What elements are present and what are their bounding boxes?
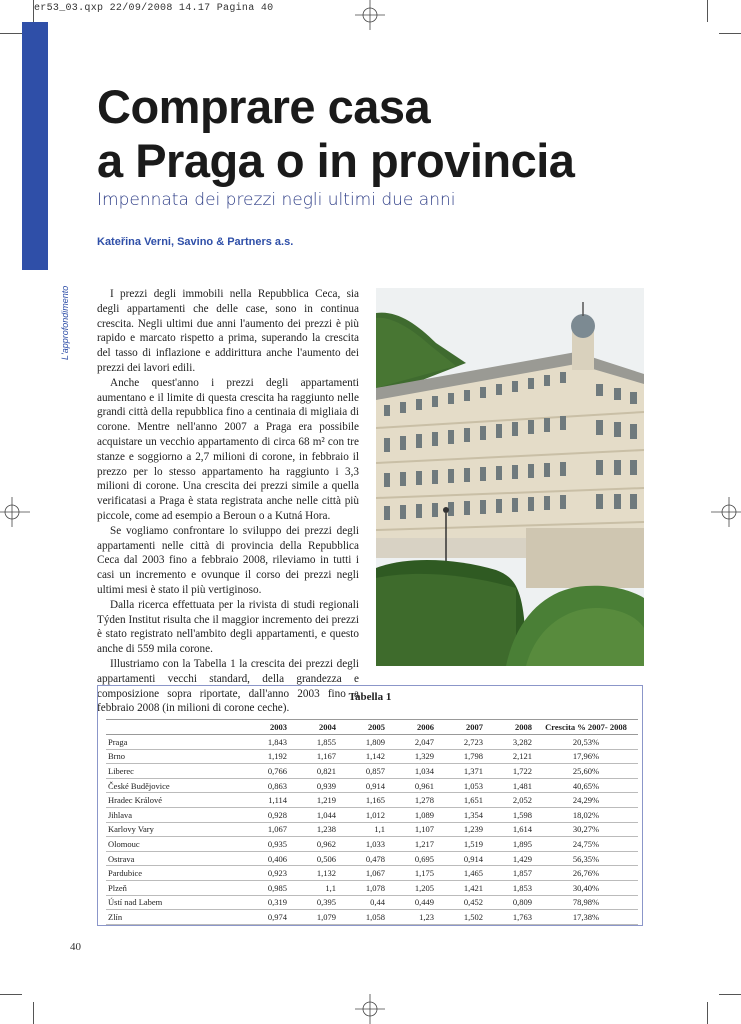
table-cell: 1,044	[289, 807, 338, 822]
city-cell: Zlín	[106, 910, 240, 925]
title-line-2: a Praga o in provincia	[97, 134, 575, 187]
table-cell: 1,165	[338, 793, 387, 808]
table-cell: 1,809	[338, 735, 387, 750]
table-cell: 0,44	[338, 895, 387, 910]
table-cell: 0,452	[436, 895, 485, 910]
table-cell: 0,914	[436, 851, 485, 866]
crop-mark-bottom-right-h	[719, 994, 741, 995]
table-cell: 1,614	[485, 822, 534, 837]
table-cell: 0,974	[240, 910, 289, 925]
city-cell: Praga	[106, 735, 240, 750]
registration-mark-right-icon	[711, 497, 741, 527]
city-cell: Jihlava	[106, 807, 240, 822]
table-cell: 0,914	[338, 778, 387, 793]
city-cell: Brno	[106, 749, 240, 764]
city-cell: Olomouc	[106, 837, 240, 852]
table-cell: 0,928	[240, 807, 289, 822]
column-header: 2003	[240, 720, 289, 735]
table-cell: 1,033	[338, 837, 387, 852]
table-cell: 1,798	[436, 749, 485, 764]
column-header	[106, 720, 240, 735]
table-cell: 1,895	[485, 837, 534, 852]
crop-mark-top-right-h	[719, 33, 741, 34]
table-cell: 1,079	[289, 910, 338, 925]
table-cell: 1,857	[485, 866, 534, 881]
crop-mark-top-left-v	[33, 0, 34, 22]
table-cell: 0,935	[240, 837, 289, 852]
table-cell: 1,142	[338, 749, 387, 764]
table-row	[106, 735, 638, 750]
column-header: 2006	[387, 720, 436, 735]
article-subtitle: Impennata dei prezzi negli ultimi due anni	[97, 190, 456, 210]
table-cell: 0,406	[240, 851, 289, 866]
paragraph: Illustriamo con la Tabella 1 la crescita dei prezzi degli appartamenti vecchi standard, della grandezza e composizione sopra riportate, dall'anno 2003 fino a febbraio 2008 (in milioni di corone ceche).	[97, 657, 359, 715]
paragraph: Dalla ricerca effettuata per la rivista di studi regionali Týden Institut risulta che il maggior incremento dei prezzi è stato registrato nell'ambito degli appartamenti, e questo anche di 559 mila corone.	[97, 598, 359, 656]
table-cell: 1,058	[338, 910, 387, 925]
page-number: 40	[70, 941, 81, 953]
price-table	[106, 719, 638, 925]
table-body	[106, 735, 638, 925]
table-cell: 24,75%	[534, 837, 638, 852]
table-cell: 1,855	[289, 735, 338, 750]
crop-mark-bottom-left-v	[33, 1002, 34, 1024]
table-cell: 1,034	[387, 764, 436, 779]
table-cell: 1,763	[485, 910, 534, 925]
table-cell: 1,651	[436, 793, 485, 808]
table-cell: 1,053	[436, 778, 485, 793]
city-cell: Ostrava	[106, 851, 240, 866]
table-row	[106, 764, 638, 779]
title-line-1: Comprare casa	[97, 80, 431, 133]
table-title: Tabella 1	[348, 691, 392, 703]
table-cell: 0,319	[240, 895, 289, 910]
city-cell: Ústí nad Labem	[106, 895, 240, 910]
column-header: 2004	[289, 720, 338, 735]
table-cell: 1,089	[387, 807, 436, 822]
city-cell: Karlovy Vary	[106, 822, 240, 837]
table-cell: 1,329	[387, 749, 436, 764]
table-cell: 1,107	[387, 822, 436, 837]
column-header: 2007	[436, 720, 485, 735]
table-row	[106, 895, 638, 910]
registration-mark-left-icon	[0, 497, 30, 527]
table-cell: 1,853	[485, 880, 534, 895]
city-cell: České Budějovice	[106, 778, 240, 793]
table-cell: 0,821	[289, 764, 338, 779]
table-cell: 0,985	[240, 880, 289, 895]
table-cell: 17,96%	[534, 749, 638, 764]
crop-mark-bottom-right-v	[707, 1002, 708, 1024]
table-cell: 1,722	[485, 764, 534, 779]
table-row	[106, 793, 638, 808]
table-cell: 30,40%	[534, 880, 638, 895]
city-cell: Plzeň	[106, 880, 240, 895]
table-cell: 2,052	[485, 793, 534, 808]
table-cell: 1,078	[338, 880, 387, 895]
table-cell: 0,962	[289, 837, 338, 852]
table-cell: 0,695	[387, 851, 436, 866]
table-cell: 0,939	[289, 778, 338, 793]
table-cell: 1,481	[485, 778, 534, 793]
table-cell: 2,121	[485, 749, 534, 764]
table-cell: 0,809	[485, 895, 534, 910]
table-cell: 1,354	[436, 807, 485, 822]
table-cell: 1,219	[289, 793, 338, 808]
table-cell: 1,1	[289, 880, 338, 895]
table-cell: 26,76%	[534, 866, 638, 881]
table-cell: 1,217	[387, 837, 436, 852]
crop-mark-bottom-left-h	[0, 994, 22, 995]
table-cell: 0,506	[289, 851, 338, 866]
table-row	[106, 807, 638, 822]
table-cell: 0,923	[240, 866, 289, 881]
table-header-row	[106, 720, 638, 735]
table-row	[106, 778, 638, 793]
table-cell: 20,53%	[534, 735, 638, 750]
city-cell: Liberec	[106, 764, 240, 779]
table-cell: 1,23	[387, 910, 436, 925]
table-cell: 1,132	[289, 866, 338, 881]
price-table-box	[97, 685, 643, 926]
registration-mark-bottom-icon	[355, 994, 385, 1024]
table-cell: 1,192	[240, 749, 289, 764]
table-cell: 1,205	[387, 880, 436, 895]
table-row	[106, 910, 638, 925]
table-cell: 1,1	[338, 822, 387, 837]
table-cell: 1,465	[436, 866, 485, 881]
crop-mark-top-right-v	[707, 0, 708, 22]
table-cell: 56,35%	[534, 851, 638, 866]
table-cell: 1,114	[240, 793, 289, 808]
table-cell: 1,067	[240, 822, 289, 837]
table-cell: 25,60%	[534, 764, 638, 779]
table-cell: 1,175	[387, 866, 436, 881]
table-cell: 0,961	[387, 778, 436, 793]
city-cell: Hradec Králové	[106, 793, 240, 808]
paragraph: Anche quest'anno i prezzi degli appartamenti aumentano e il limite di questa crescita ha raggiunto nelle grandi città della repubblica fino a centinaia di migliaia di corone. Mentre nell'anno 2007 a Praga era possibile acquistare un vecchio appartamento di circa 68 m² con tre stanze e soggiorno a 2,7 milioni di corone, in febbraio il prezzo per lo stesso appartamento ha raggiunto i 3,3 milioni di corone. Una crescita dei prezzi simile a quella verificatasi a Praga è stata registrata anche nelle città più piccole, come ad esempio a Beroun o a Kutná Hora.	[97, 376, 359, 522]
column-header: 2005	[338, 720, 387, 735]
table-cell: 30,27%	[534, 822, 638, 837]
column-header: Crescita % 2007- 2008	[534, 720, 638, 735]
table-cell: 0,449	[387, 895, 436, 910]
table-cell: 0,478	[338, 851, 387, 866]
article-body	[97, 287, 359, 716]
table-cell: 1,012	[338, 807, 387, 822]
table-cell: 0,863	[240, 778, 289, 793]
table-cell: 78,98%	[534, 895, 638, 910]
table-row	[106, 880, 638, 895]
table-row	[106, 749, 638, 764]
table-row	[106, 866, 638, 881]
table-cell: 1,167	[289, 749, 338, 764]
table-cell: 1,421	[436, 880, 485, 895]
table-cell: 1,519	[436, 837, 485, 852]
table-cell: 3,282	[485, 735, 534, 750]
paragraph: I prezzi degli immobili nella Repubblica Ceca, sia degli appartamenti che delle case, sono in continua crescita. Negli ultimi due anni l'aumento dei prezzi è più rapido e marcato rispetto a prima, superando la crescita del tasso di inflazione e addirittura anche l'aumento dei prezzi dei lavori edili.	[97, 288, 359, 374]
article-title	[97, 80, 574, 188]
table-cell: 1,238	[289, 822, 338, 837]
table-cell: 1,843	[240, 735, 289, 750]
table-row	[106, 837, 638, 852]
table-cell: 1,067	[338, 866, 387, 881]
registration-mark-top-icon	[355, 0, 385, 30]
table-cell: 2,723	[436, 735, 485, 750]
table-cell: 18,02%	[534, 807, 638, 822]
table-cell: 2,047	[387, 735, 436, 750]
table-cell: 1,278	[387, 793, 436, 808]
table-cell: 24,29%	[534, 793, 638, 808]
paragraph: Se vogliamo confrontare lo sviluppo dei prezzi degli appartamenti nelle città di provincia della Repubblica Ceca dal 2003 fino a febbraio 2008, rileviamo in tutti i casi un incremento e ovunque il corso dei prezzi negli ultimi mesi è stato il più vertiginoso.	[97, 524, 359, 596]
table-cell: 0,857	[338, 764, 387, 779]
table-row	[106, 851, 638, 866]
crop-mark-top-left-h	[0, 33, 22, 34]
print-slug: er53_03.qxp 22/09/2008 14.17 Pagina 40	[34, 3, 274, 14]
table-cell: 1,598	[485, 807, 534, 822]
table-cell: 1,371	[436, 764, 485, 779]
section-label: L'approfondimento	[60, 285, 70, 360]
building-photo	[376, 288, 644, 666]
section-color-bar	[22, 22, 48, 270]
column-header: 2008	[485, 720, 534, 735]
table-cell: 40,65%	[534, 778, 638, 793]
table-row	[106, 822, 638, 837]
table-cell: 1,429	[485, 851, 534, 866]
city-cell: Pardubice	[106, 866, 240, 881]
article-author: Kateřina Verni, Savino & Partners a.s.	[97, 236, 294, 248]
table-cell: 1,502	[436, 910, 485, 925]
table-cell: 0,395	[289, 895, 338, 910]
table-cell: 17,38%	[534, 910, 638, 925]
table-cell: 1,239	[436, 822, 485, 837]
table-cell: 0,766	[240, 764, 289, 779]
